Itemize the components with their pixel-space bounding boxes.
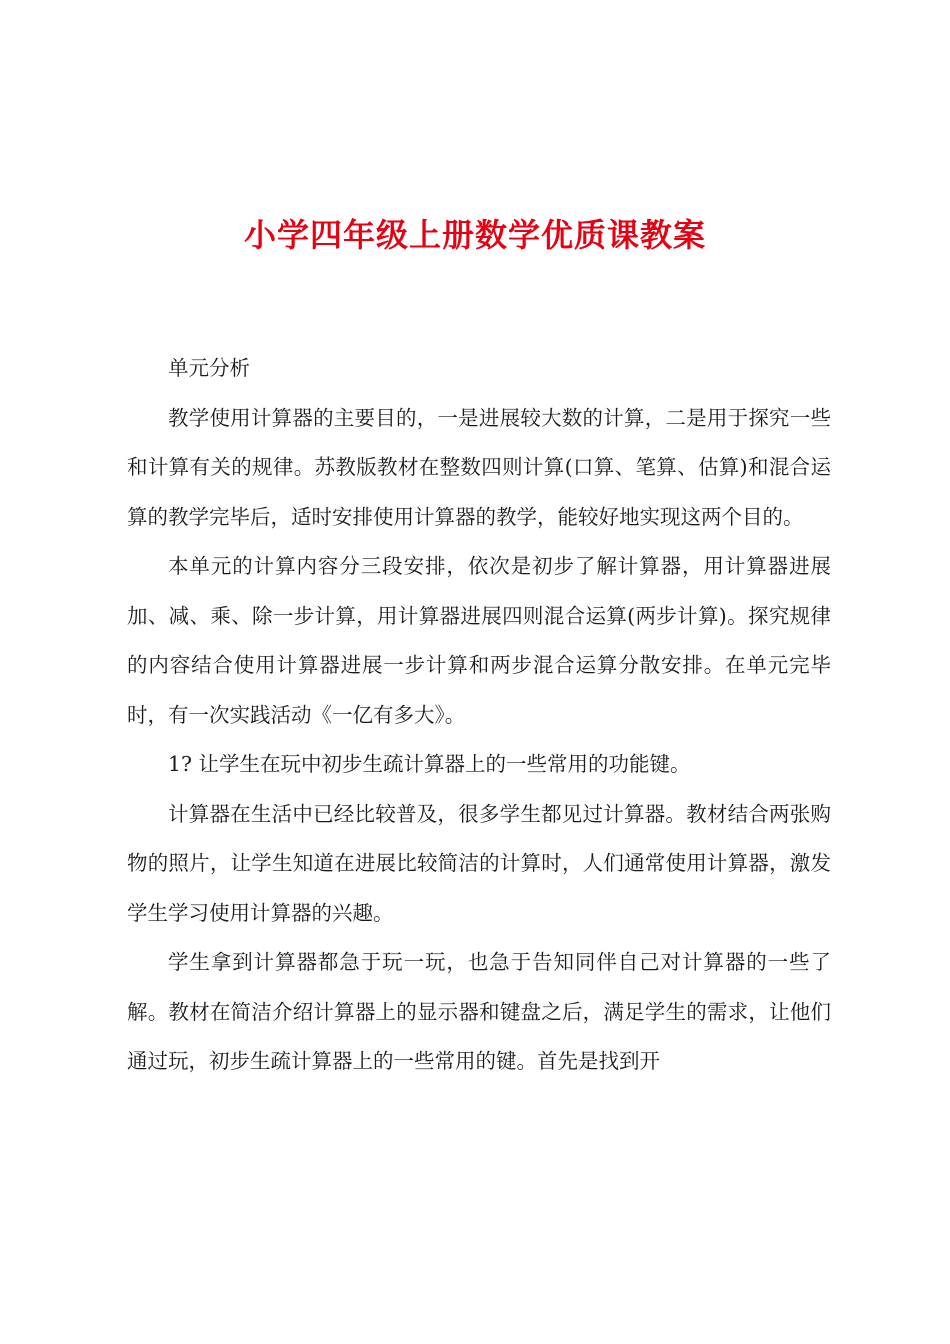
section-heading: 单元分析: [168, 356, 250, 380]
paragraph: 学生拿到计算器都急于玩一玩，也急于告知同伴自己对计算器的一些了解。教材在简洁介绍计算器上的显示器和键盘之后，满足学生的需求，让他们通过玩，初步生疏计算器上的一些常用的键。首先是找到开: [127, 950, 831, 1073]
paragraph: 计算器在生活中已经比较普及，很多学生都见过计算器。教材结合两张购物的照片，让学生知道在进展比较简洁的计算时，人们通常使用计算器，激发学生学习使用计算器的兴趣。: [127, 801, 831, 925]
document-title: 小学四年级上册数学优质课教案: [243, 216, 706, 254]
paragraph: 本单元的计算内容分三段安排，依次是初步了解计算器，用计算器进展加、减、乘、除一步计算，用计算器进展四则混合运算(两步计算)。探究规律的内容结合使用计算器进展一步计算和两步混合运算分散安排。在单元完毕时，有一次实践活动《一亿有多大》。: [127, 554, 831, 727]
paragraph: 1? 让学生在玩中初步生疏计算器上的一些常用的功能键。: [168, 752, 691, 776]
document-body: [127, 344, 831, 1087]
paragraph: 教学使用计算器的主要目的，一是进展较大数的计算，二是用于探究一些和计算有关的规律。苏教版教材在整数四则计算(口算、笔算、估算)和混合运算的教学完毕后，适时安排使用计算器的教学，能较好地实现这两个目的。: [127, 405, 831, 529]
